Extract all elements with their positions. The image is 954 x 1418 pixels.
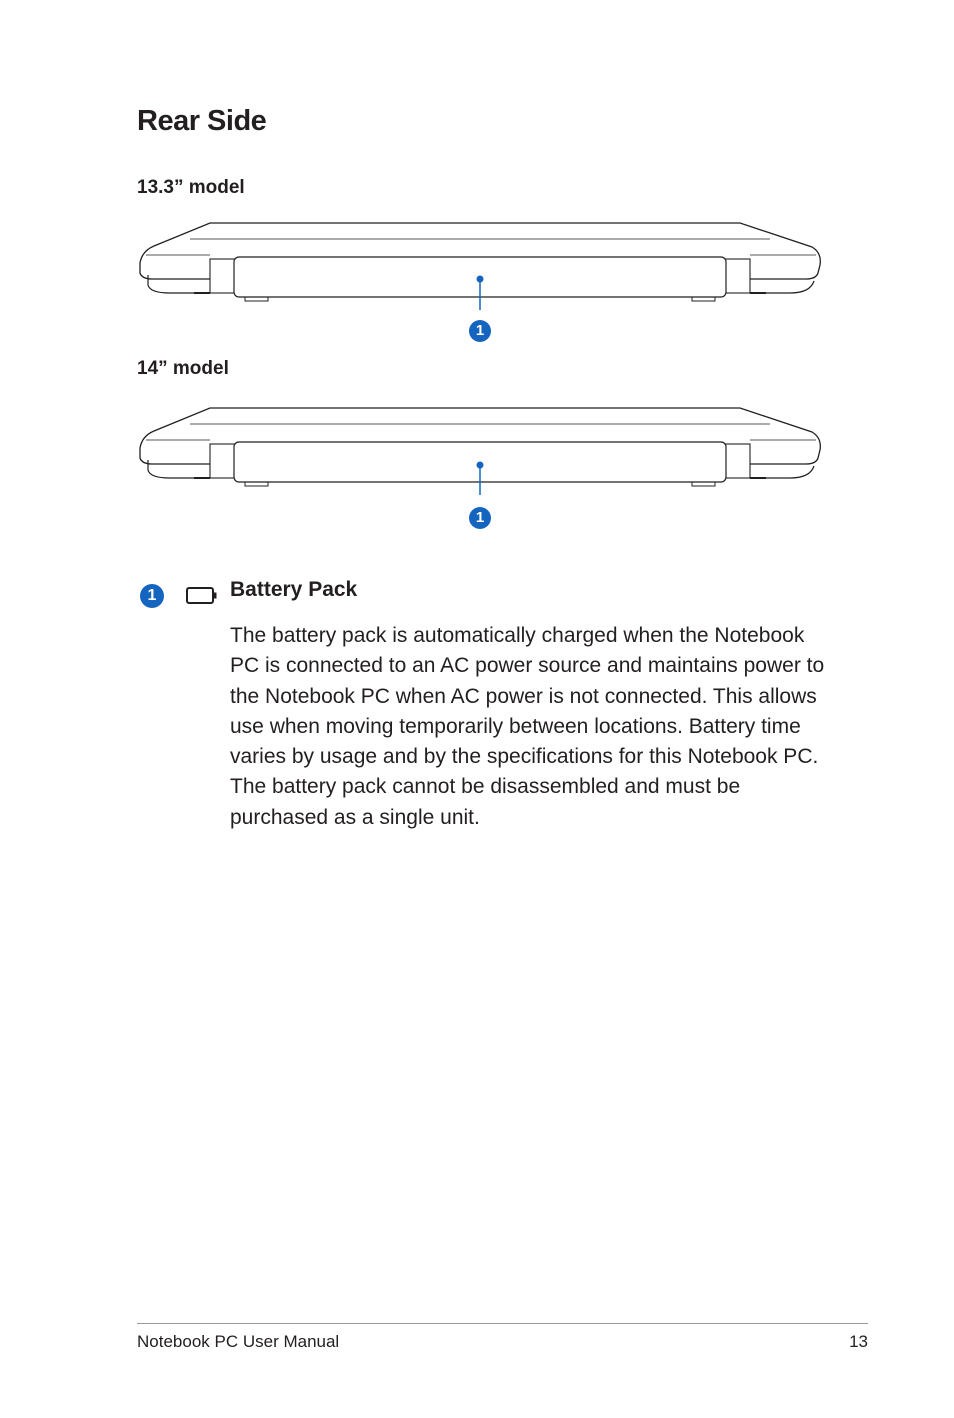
callout-number-13: 1 <box>469 320 491 342</box>
footer-manual-title: Notebook PC User Manual <box>137 1332 340 1351</box>
item-title: Battery Pack <box>230 578 358 601</box>
page-title: Rear Side <box>137 105 267 137</box>
laptop-rear-diagram-14 <box>130 400 830 495</box>
footer-divider <box>137 1323 868 1324</box>
callout-number-14: 1 <box>469 507 491 529</box>
battery-icon <box>186 586 218 611</box>
model-label-13: 13.3” model <box>137 177 245 198</box>
model-label-14: 14” model <box>137 358 229 379</box>
laptop-rear-diagram-13 <box>130 215 830 310</box>
item-description: The battery pack is automatically charged when the Notebook PC is connected to an AC power source and maintains power to the Notebook PC when AC power is not connected. This allows use when moving temporarily between locations. Battery time varies by usage and by the specifications for this Notebook PC. The battery pack cannot be disassembled and must be purchased as a single unit. <box>230 624 825 829</box>
item-number-badge: 1 <box>140 584 164 608</box>
page-number: 13 <box>849 1332 868 1351</box>
